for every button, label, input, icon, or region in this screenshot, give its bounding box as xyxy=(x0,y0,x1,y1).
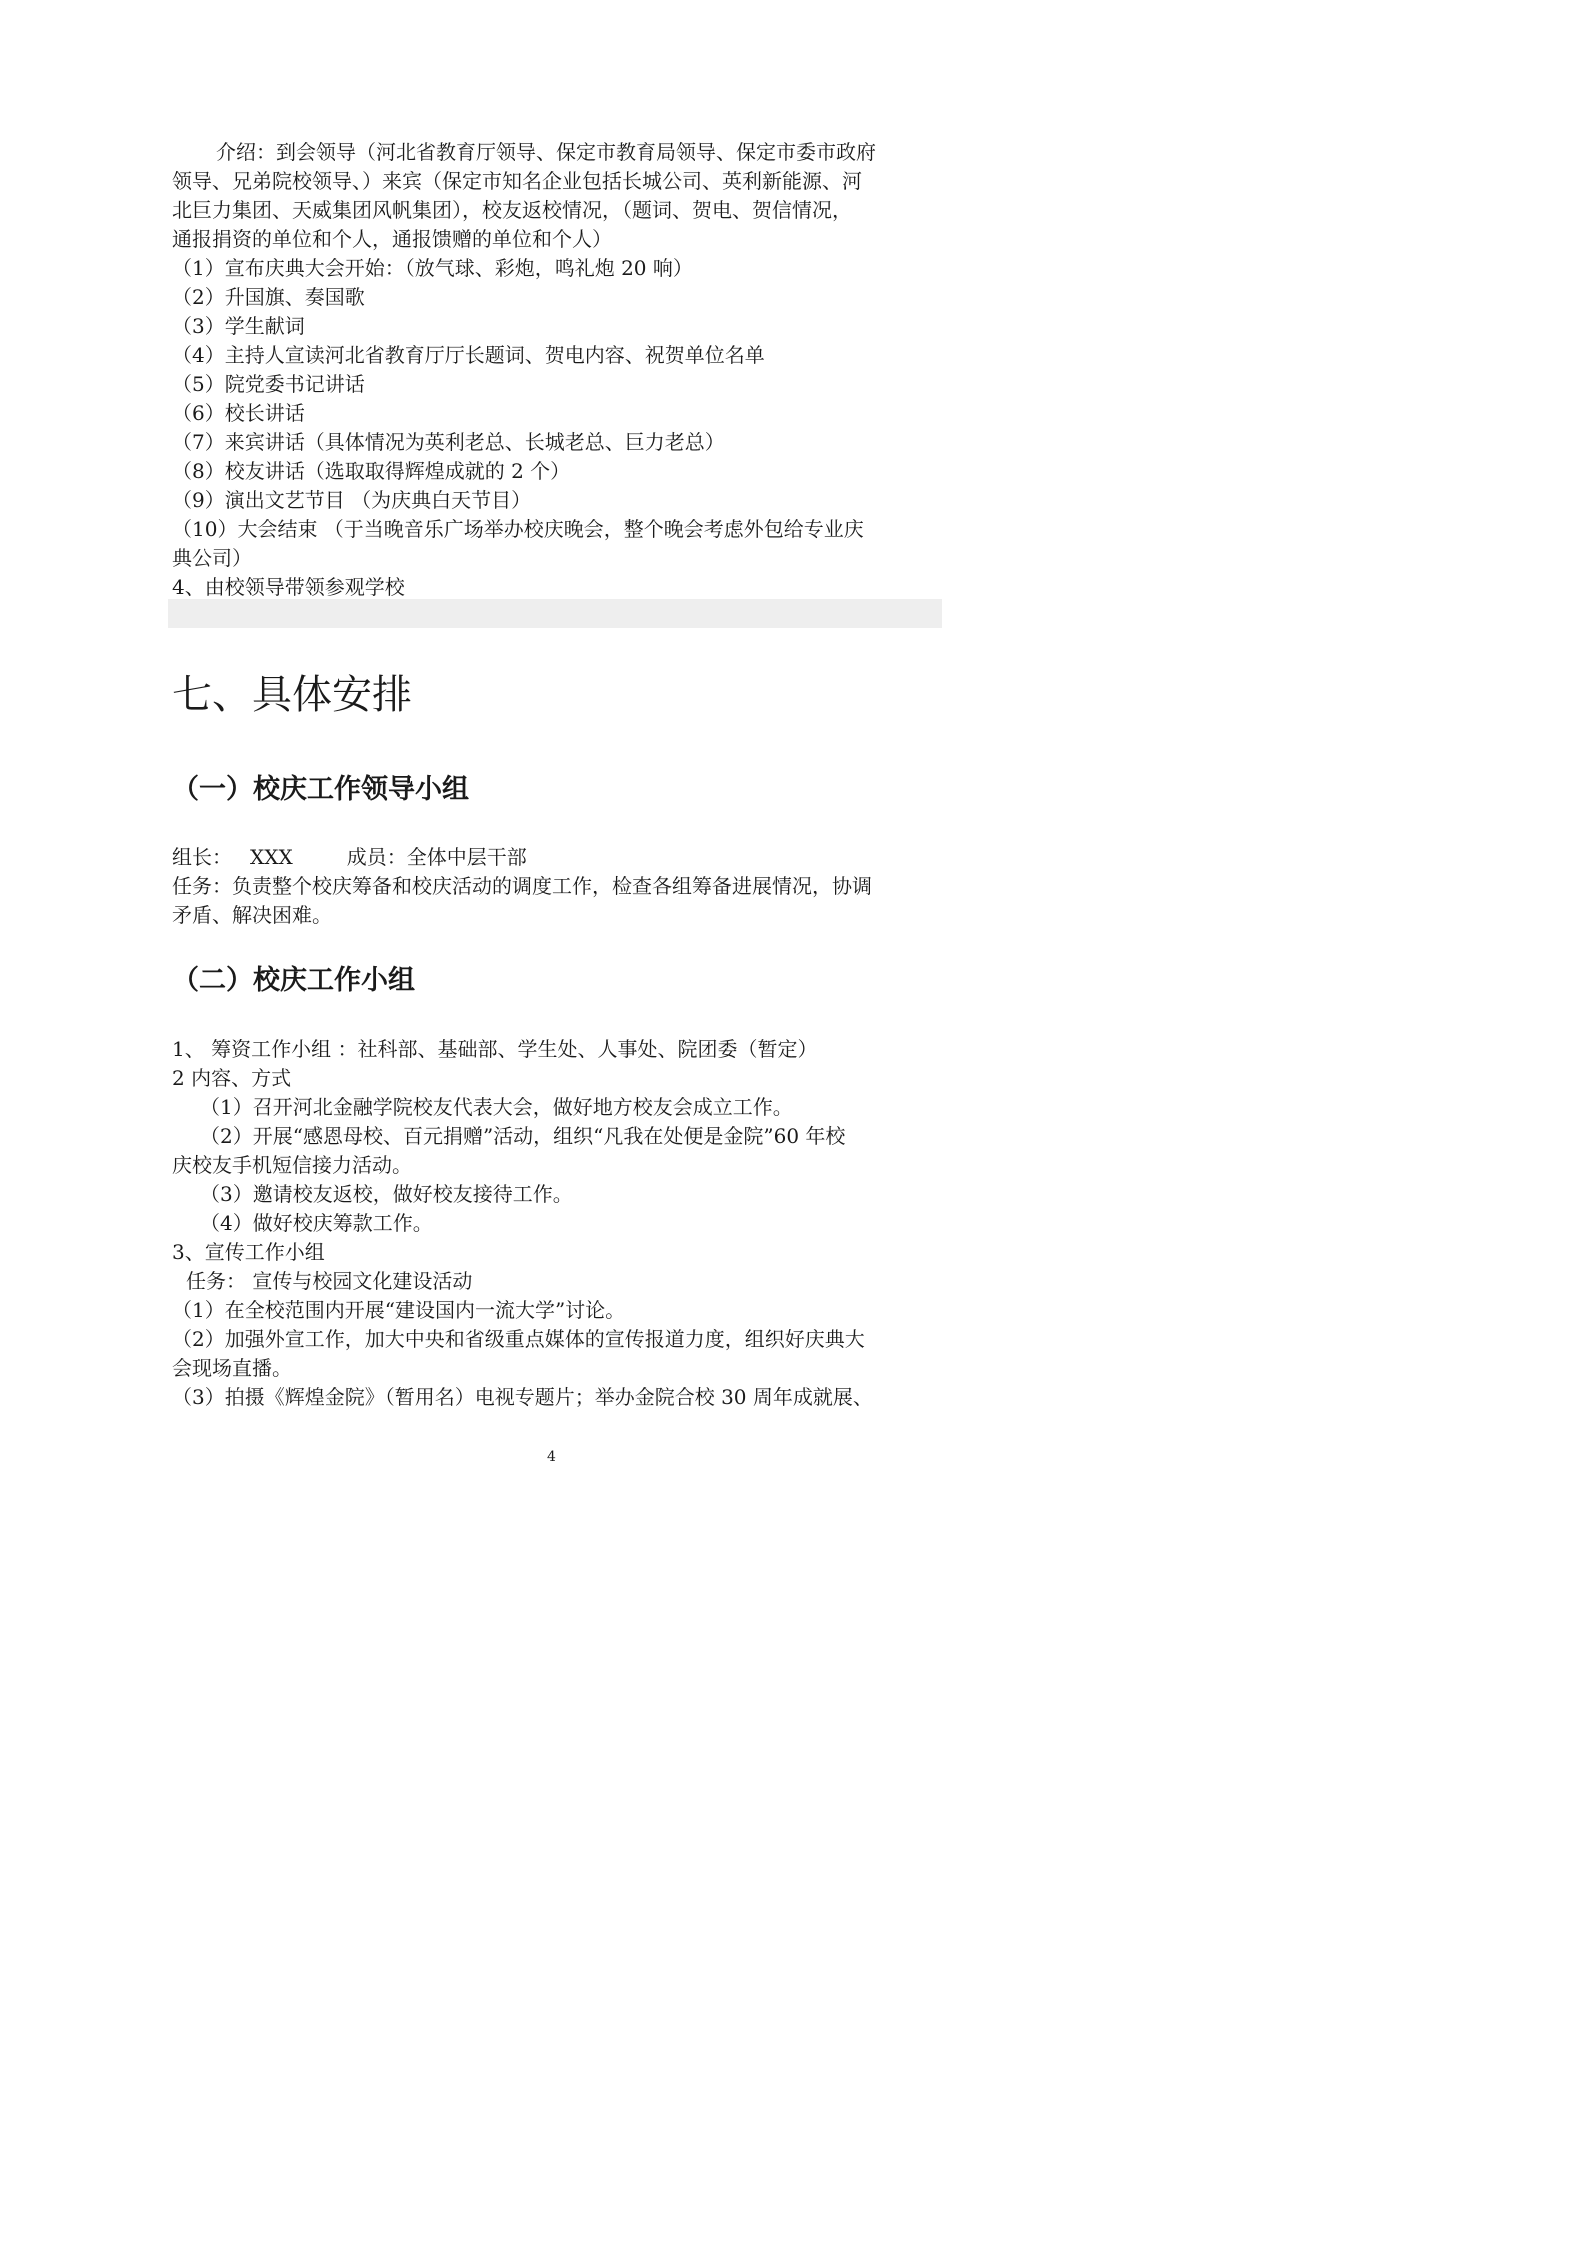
working-line: （2）开展“感恩母校、百元捐赠”活动，组织“凡我在处便是金院”60 年校 xyxy=(200,1124,846,1148)
page-number: 4 xyxy=(547,1449,556,1465)
leader-value: XXX xyxy=(250,845,293,869)
working-line: （1）在全校范围内开展“建设国内一流大学”讨论。 xyxy=(172,1298,626,1322)
intro-line: 介绍：到会领导（河北省教育厅领导、保定市教育局领导、保定市委市政府 xyxy=(216,140,876,164)
working-line: （1）召开河北金融学院校友代表大会，做好地方校友会成立工作。 xyxy=(200,1095,793,1119)
program-item: （3）学生献词 xyxy=(172,314,305,338)
members-label: 成员：全体中层干部 xyxy=(346,845,527,869)
working-group-heading: （二）校庆工作小组 xyxy=(172,965,415,996)
program-item: （2）升国旗、奏国歌 xyxy=(172,285,365,309)
working-line: （2）加强外宣工作，加大中央和省级重点媒体的宣传报道力度，组织好庆典大 xyxy=(172,1327,865,1351)
working-line: 庆校友手机短信接力活动。 xyxy=(172,1153,412,1177)
program-item: （9）演出文艺节目 （为庆典白天节目） xyxy=(172,488,532,512)
working-line: （4）做好校庆筹款工作。 xyxy=(200,1211,433,1235)
task-line: 矛盾、解决困难。 xyxy=(172,903,332,927)
leadership-group-heading: （一）校庆工作领导小组 xyxy=(172,774,469,805)
intro-line: 通报捐资的单位和个人，通报馈赠的单位和个人） xyxy=(172,227,612,251)
program-item: （5）院党委书记讲话 xyxy=(172,372,365,396)
working-line: 1、 筹资工作小组 ：社科部、基础部、学生处、人事处、院团委（暂定） xyxy=(172,1037,818,1061)
leader-line xyxy=(172,843,527,872)
task-line: 任务：负责整个校庆筹备和校庆活动的调度工作，检查各组筹备进展情况，协调 xyxy=(172,874,872,898)
leader-label: 组长： xyxy=(172,845,232,869)
working-line: （3）拍摄《辉煌金院》（暂用名）电视专题片；举办金院合校 30 周年成就展、 xyxy=(172,1385,873,1409)
working-line: 2 内容、方式 xyxy=(172,1066,292,1090)
intro-line: 领导、兄弟院校领导、）来宾（保定市知名企业包括长城公司、英利新能源、河 xyxy=(172,169,862,193)
program-item: （6）校长讲话 xyxy=(172,401,305,425)
section-heading: 七、具体安排 xyxy=(172,672,412,718)
working-line: 3、宣传工作小组 xyxy=(172,1240,325,1264)
working-line: （3）邀请校友返校，做好校友接待工作。 xyxy=(200,1182,573,1206)
program-item: （10）大会结束 （于当晚音乐广场举办校庆晚会，整个晚会考虑外包给专业庆 xyxy=(172,517,864,541)
program-item: （8）校友讲话（选取取得辉煌成就的 2 个） xyxy=(172,459,571,483)
intro-line: 北巨力集团、天威集团风帆集团），校友返校情况，（题词、贺电、贺信情况， xyxy=(172,198,852,222)
program-item: （7）来宾讲话（具体情况为英利老总、长城老总、巨力老总） xyxy=(172,430,725,454)
working-line: 任务： 宣传与校园文化建设活动 xyxy=(186,1269,473,1293)
program-item: 典公司） xyxy=(172,546,252,570)
program-item: 4、由校领导带领参观学校 xyxy=(172,575,405,599)
program-item: （4）主持人宣读河北省教育厅厅长题词、贺电内容、祝贺单位名单 xyxy=(172,343,765,367)
working-line: 会现场直播。 xyxy=(172,1356,292,1380)
shaded-empty-line xyxy=(168,599,942,628)
program-item: （1）宣布庆典大会开始：（放气球、彩炮，鸣礼炮 20 响） xyxy=(172,256,693,280)
